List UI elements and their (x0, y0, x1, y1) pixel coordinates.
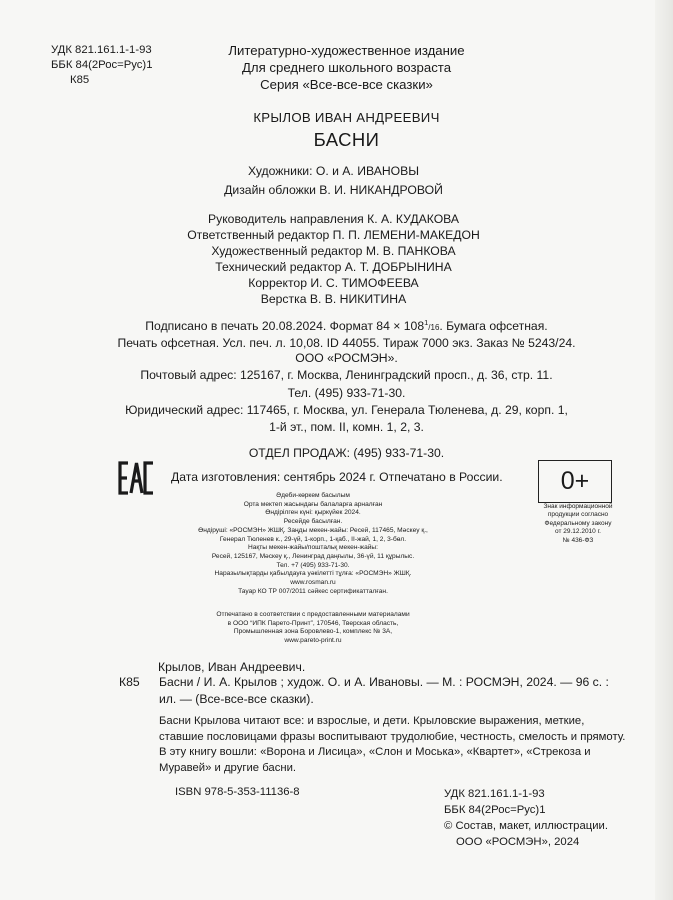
author-name: КРЫЛОВ ИВАН АНДРЕЕВИЧ (253, 110, 440, 125)
eac-logo-icon (118, 460, 154, 496)
print-run-line: Печать офсетная. Усл. печ. л. 10,08. ID 44055. Тираж 7000 экз. Заказ № 5243/24. (117, 336, 576, 350)
staff-credit: Ответственный редактор П. П. ЛЕМЕНИ-МАКЕДОН (187, 228, 480, 242)
legal-address-2: 1-й эт., пом. II, комн. 1, 2, 3. (269, 420, 424, 434)
udk-code-bottom: УДК 821.161.1-1-93 (444, 788, 545, 800)
edition-type: Литературно-художественное издание (228, 43, 465, 58)
age-rating-note: Знак информационной продукции согласно Федеральному закону от 29.12.2010 г. № 436-ФЗ (543, 503, 613, 544)
book-annotation: Басни Крылова читают все: и взрослые, и дети. Крыловские выражения, меткие, ставшие пословицами фразы воспитывают трудолюбие, честность, смелость и прямоту. В эту книгу вошли: «Ворона и Лисица», «Слон и Моська», «Квартет», «Стрекоза и Муравей» и другие басни. (159, 715, 626, 775)
age-rating-badge: 0+ (538, 460, 612, 503)
postal-address: Почтовый адрес: 125167, г. Москва, Ленинградский просп., д. 36, стр. 11. (140, 368, 553, 382)
copyright-holder: ООО «РОСМЭН», 2024 (456, 836, 580, 848)
copyright-line: © Состав, макет, иллюстрации. (444, 820, 608, 832)
printer-info-block: Отпечатано в соответствии с предоставленными материалами в ООО “ИПК Парето-Принт”, 170546, Тверская область, Промышленная зона Боровлево-1, комплекс № 3А, www.pareto-print.ru (216, 611, 410, 645)
staff-credit: Руководитель направления К. А. КУДАКОВА (207, 212, 460, 226)
bbk-code-bottom: ББК 84(2Рос=Рус)1 (444, 804, 546, 816)
staff-credit: Технический редактор А. Т. ДОБРЫНИНА (215, 260, 452, 274)
publisher-name: ООО «РОСМЭН». (295, 351, 398, 365)
cover-credit: Дизайн обложки В. И. НИКАНДРОВОЙ (224, 183, 443, 197)
catalog-sign: К85 (119, 675, 140, 689)
catalog-author: Крылов, Иван Андреевич. (158, 660, 306, 674)
catalog-description-2: ил. — (Все-все-все сказки). (159, 692, 314, 706)
book-title: БАСНИ (313, 129, 380, 150)
print-format-line: Подписано в печать 20.08.2024. Формат $84 \times 108^1/16$. Бумага офсетная. (145, 318, 548, 334)
author-sign: К85 (70, 74, 90, 86)
isbn: ISBN 978-5-353-11136-8 (175, 786, 300, 798)
staff-credit: Корректор И. С. ТИМОФЕЕВА (248, 276, 419, 290)
staff-credit: Верстка В. В. НИКИТИНА (260, 292, 407, 306)
kazakh-info-block: Әдеби-көркем басылым Орта мектеп жасындағы балаларға арналған Өндірілген күні: қыркүйек 2024. Ресейде басылған. Өндіруші: «РОСМЭН» ЖШҚ. Заңды мекен-жайы: Ресей, 117465, Мәскеу қ., Генерал Тюленев к., 29-үй, 1-корп., 1-қаб., II-жай, 1, 2, 3-бөл. Нақты мекен-жайы/поштальқ мекен-жайы: Ресей, 125167, Мәскеу қ., Ленинград даңғылы, 36-үй, 11 құрылыс. Тел. +7 (495) 933-71-30. Наразылықтарды қабылдауға уәкілетті тұлға: «РОСМЭН» ЖШҚ. www.rosman.ru Тауар КО ТР 007/2011 сәйкес сертификатталған. (198, 492, 428, 595)
udk-code: УДК 821.161.1-1-93 (51, 44, 152, 56)
bbk-code: ББК 84(2Рос=Рус)1 (51, 59, 153, 71)
publisher-phone: Тел. (495) 933-71-30. (287, 386, 406, 400)
series-name: Серия «Все-все-все сказки» (260, 77, 433, 92)
bottom-right-info (444, 786, 608, 850)
legal-address: Юридический адрес: 117465, г. Москва, ул. Генерала Тюленева, д. 29, корп. 1, (125, 403, 568, 417)
staff-credit: Художественный редактор М. В. ПАНКОВА (211, 244, 456, 258)
age-audience: Для среднего школьного возраста (241, 60, 452, 75)
manufacture-date: Дата изготовления: сентябрь 2024 г. Отпечатано в России. (171, 470, 503, 484)
sales-department: ОТДЕЛ ПРОДАЖ: (495) 933-71-30. (248, 446, 445, 460)
catalog-description: Басни / И. А. Крылов ; худож. О. и А. Ивановы. — М. : РОСМЭН, 2024. — 96 с. : (159, 675, 609, 689)
artists-credit: Художники: О. и А. ИВАНОВЫ (247, 164, 420, 178)
